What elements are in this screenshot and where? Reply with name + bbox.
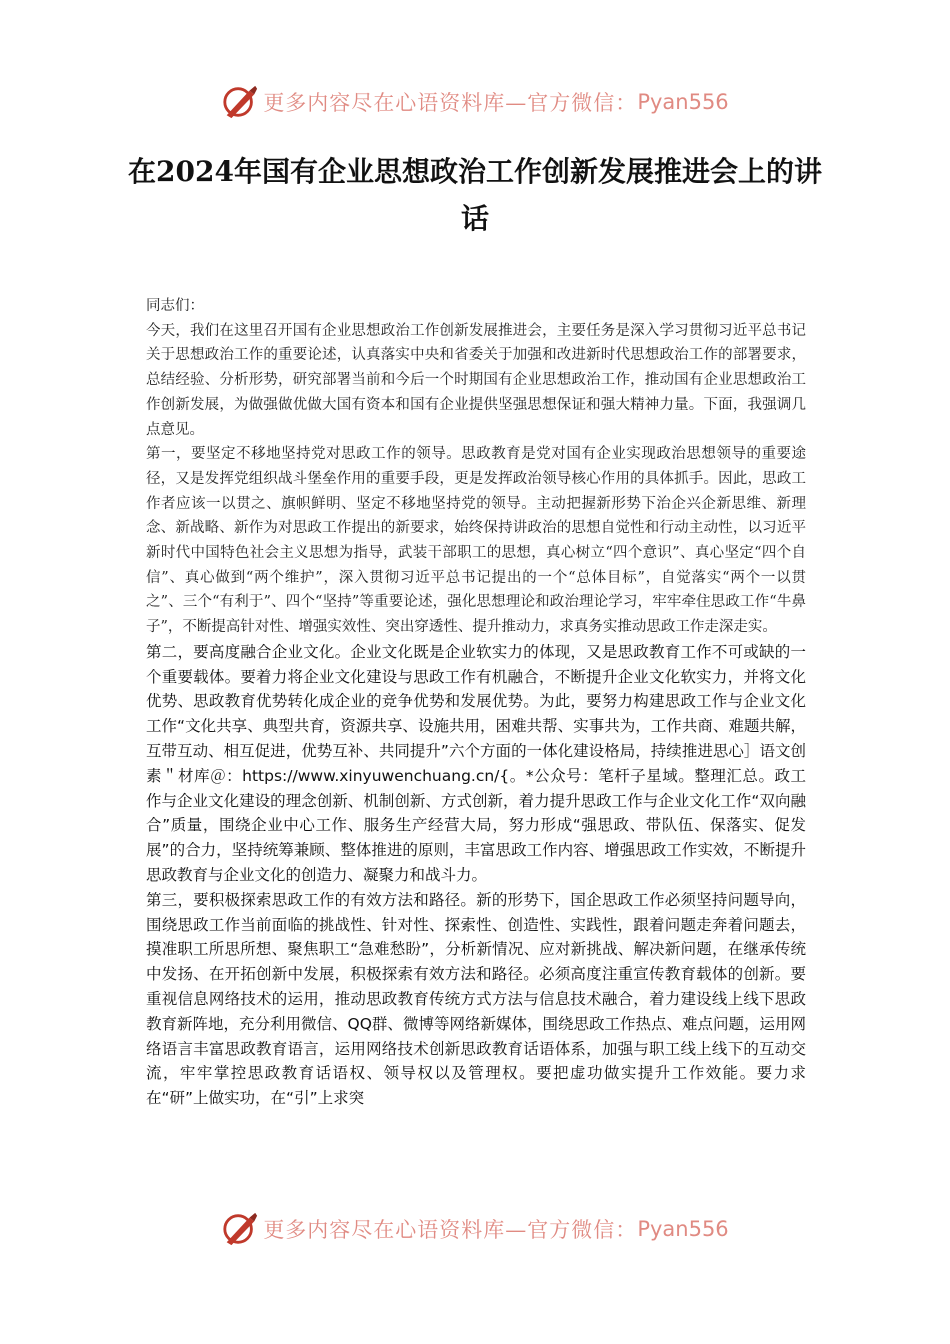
paragraph-intro: 今天，我们在这里召开国有企业思想政治工作创新发展推进会，主要任务是深入学习贯彻习近平总书记关于思想政治工作的重要论述，认真落实中央和省委关于加强和改进新时代思想政治工作的部署要求，总结经验、分析形势，研究部署当前和今后一个时期国有企业思想政治工作，推动国有企业思想政治工作创新发展，为做强做优做大国有资本和国有企业提供坚强思想保证和强大精神力量。下面，我强调几点意见。 [146, 322, 806, 438]
salutation: 同志们： [146, 298, 204, 314]
paragraph-first-point: 第一，要坚定不移地坚持党对思政工作的领导。思政教育是党对国有企业实现政治思想领导的重要途径，又是发挥党组织战斗堡垒作用的重要手段，更是发挥政治领导核心作用的具体抓手。因此，思政工作者应该一以贯之、旗帜鲜明、坚定不移地坚持党的领导。主动把握新形势下治企兴企新思维、新理念、新战略、新作为对思政工作提出的新要求，始终保持讲政治的思想自觉性和行动主动性，以习近平新时代中国特色社会主义思想为指导，武装干部职工的思想，真心树立“四个意识”、真心坚定“四个自信”、真心做到“两个维护”，深入贯彻习近平总书记提出的一个“总体目标”，自觉落实“两个一以贯之”、三个“有利于”、四个“坚持”等重要论述，强化思想理论和政治理论学习，牢牢牵住思政工作“牛鼻子”，不断提高针对性、增强实效性、突出穿透性、提升推动力，求真务实推动思政工作走深走实。 [146, 446, 806, 636]
document-body [146, 294, 806, 1111]
watermark-wechat-id: Pyan556 [637, 1217, 729, 1241]
pen-logo-icon [221, 83, 259, 121]
watermark-wechat-id: Pyan556 [637, 90, 729, 114]
watermark-text: 更多内容尽在心语资料库—官方微信： [263, 1218, 638, 1242]
watermark-header [0, 80, 950, 124]
paragraph-third-point: 第三，要积极探索思政工作的有效方法和路径。新的形势下，国企思政工作必须坚持问题导向，围绕思政工作当前面临的挑战性、针对性、探索性、创造性、实践性，跟着问题走奔着问题去，摸准职工所思所想、聚焦职工“急难愁盼”，分析新情况、应对新挑战、解决新问题，在继承传统中发扬、在开拓创新中发展，积极探索有效方法和路径。必须高度注重宣传教育载体的创新。要重视信息网络技术的运用，推动思政教育传统方式方法与信息技术融合，着力建设线上线下思政教育新阵地，充分利用微信、QQ群、微博等网络新媒体，围绕思政工作热点、难点问题，运用网络语言丰富思政教育语言，运用网络技术创新思政教育话语体系，加强与职工线上线下的互动交流，牢牢掌控思政教育话语权、领导权以及管理权。要把虚功做实提升工作效能。要力求在“研”上做实功，在“引”上求突 [146, 890, 806, 1108]
document-title: 在2024年国有企业思想政治工作创新发展推进会上的讲话 [128, 155, 822, 235]
watermark-footer [0, 1207, 950, 1251]
paragraph-second-point: 第二，要高度融合企业文化。企业文化既是企业软实力的体现，又是思政教育工作不可或缺的一个重要载体。要着力将企业文化建设与思政工作有机融合，不断提升企业文化软实力，并将文化优势、思政教育优势转化成企业的竞争优势和发展优势。为此，要努力构建思政工作与企业文化工作“文化共享、典型共育，资源共享、设施共用，困难共帮、实事共为，工作共商、难题共解，互带互动、相互促进，优势互补、共同提升”六个方面的一体化建设格局，持续推进思心］语文创素＂材库＠：https://www.xinyuwenchuang.cn/{。*公众号：笔杆子星域。整理汇总。政工作与企业文化建设的理念创新、机制创新、方式创新，着力提升思政工作与企业文化工作“双向融合”质量，围绕企业中心工作、服务生产经营大局，努力形成“强思政、带队伍、保落实、促发展”的合力，坚持统筹兼顾、整体推进的原则，丰富思政工作内容、增强思政工作实效，不断提升思政教育与企业文化的创造力、凝聚力和战斗力。 [146, 642, 806, 885]
pen-logo-icon [221, 1210, 259, 1248]
watermark-text: 更多内容尽在心语资料库—官方微信： [263, 91, 638, 115]
